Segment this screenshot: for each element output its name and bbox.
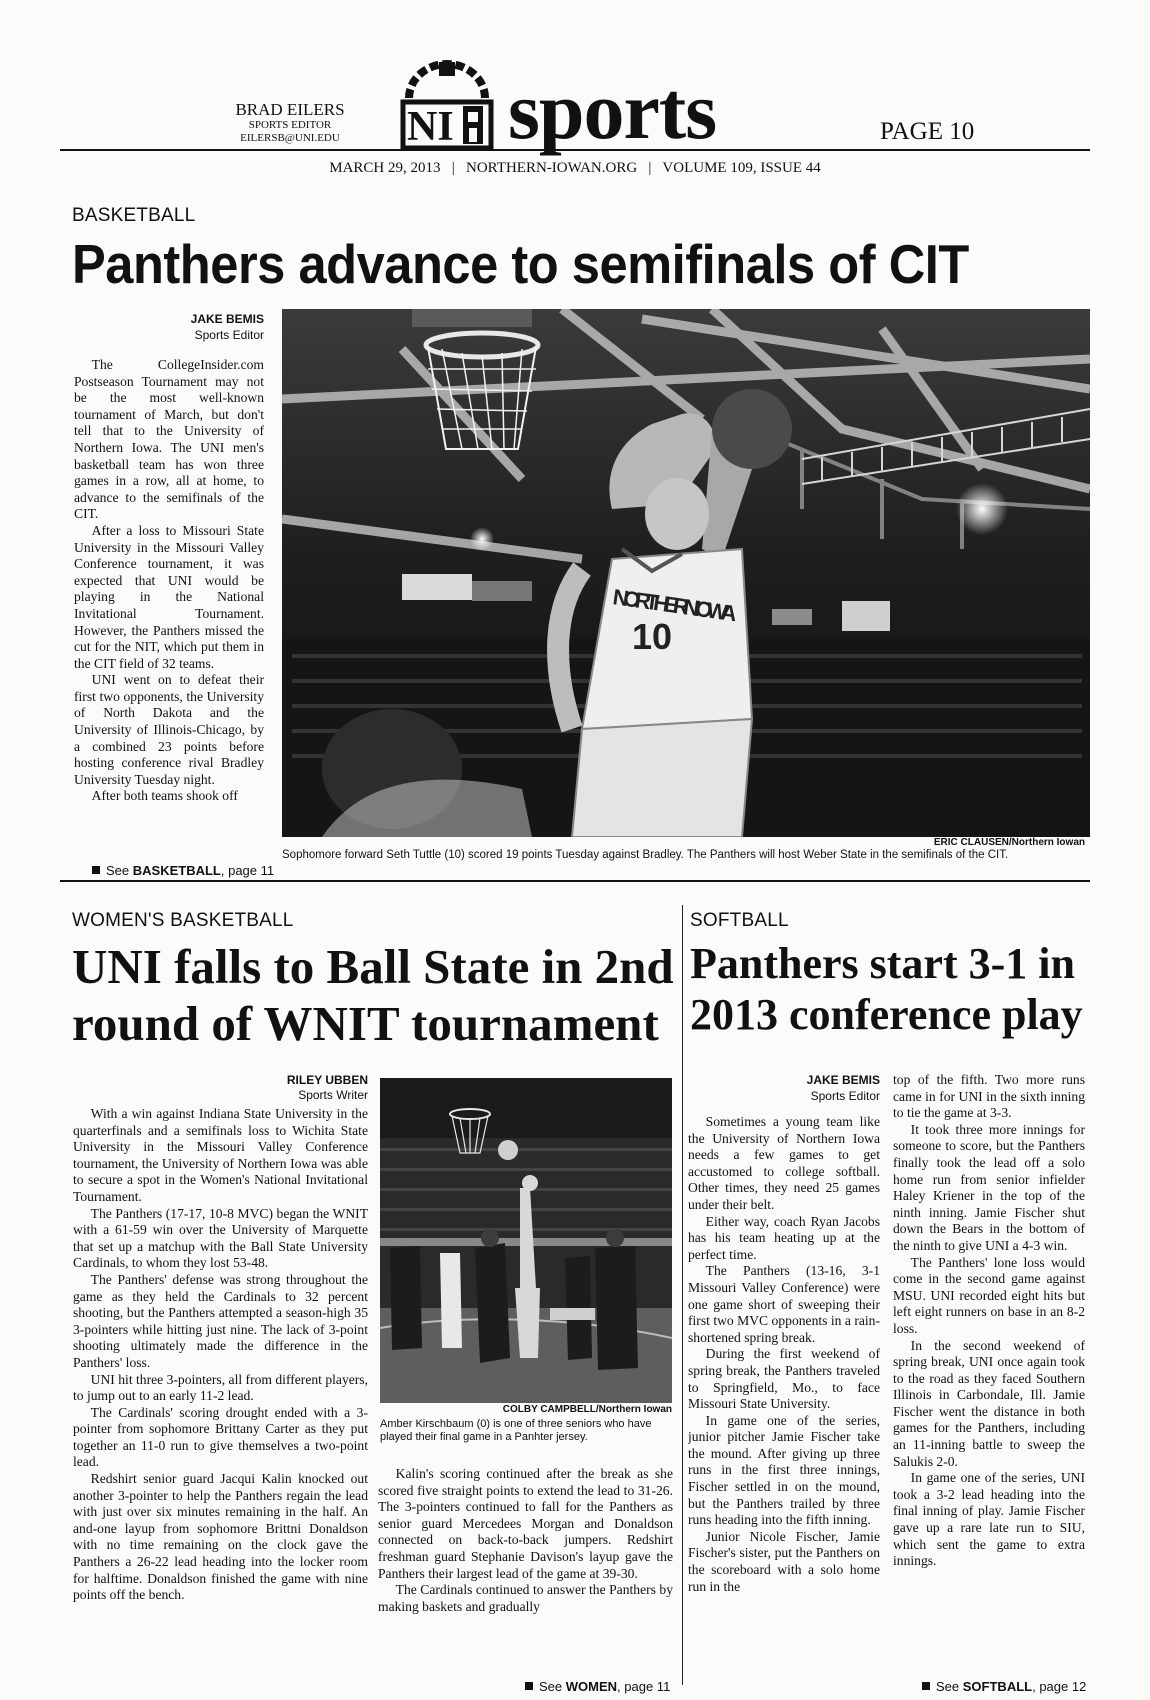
- editor-email: EILERSB@UNI.EDU: [240, 132, 340, 144]
- womens-paragraph: Kalin's scoring continued after the break as she scored five straight points to extend the lead to 31-26. The 3-pointers continued to fall for the Panthers as senior guard Mercedees Morgan and Donaldson connected on back-to-back jumpers. Redshirt freshman guard Stephanie Davison's layup gave the Panthers their largest lead of the game at 39-30.: [378, 1466, 673, 1581]
- lead-photo: [282, 309, 1090, 837]
- womens-paragraph: The Panthers (17-17, 10-8 MVC) began the WNIT with a 61-59 win over the University of Marquette that set up a matchup with the Ball State University Cardinals, to whom they lost 53-48.: [73, 1205, 368, 1271]
- softball-byline-title: Sports Editor: [810, 1089, 880, 1103]
- column-divider: [682, 905, 683, 1685]
- womens-kicker: WOMEN'S BASKETBALL: [72, 910, 294, 931]
- womens-byline-name: RILEY UBBEN: [286, 1073, 368, 1087]
- womens-paragraph: The Cardinals continued to answer the Panthers by making baskets and gradually: [378, 1582, 673, 1614]
- lead-byline-name: JAKE BEMIS: [190, 312, 264, 326]
- jump-prefix: See: [106, 863, 130, 878]
- newspaper-logo: [397, 60, 497, 150]
- jump-label: SOFTBALL: [962, 1679, 1033, 1694]
- square-bullet-icon: [92, 866, 100, 874]
- lead-body: [74, 357, 264, 842]
- lead-paragraph: UNI went on to defeat their first two opponents, the University of North Dakota and the University of Illinois-Chicago, by a combined 23 points before hosting conference rival Bradley University Tuesday night.: [74, 672, 264, 787]
- womens-paragraph: The Cardinals' scoring drought ended with a 3-pointer from sophomore Brittany Carter as they put together an 11-0 run to give themselves a two-point lead.: [73, 1404, 368, 1470]
- lead-headline: Panthers advance to semifinals of CIT: [72, 233, 969, 295]
- softball-paragraph: During the first weekend of spring break, the Panthers traveled to Springfield, Mo., to face Missouri State University.: [688, 1346, 880, 1412]
- womens-byline-title: Sports Writer: [298, 1088, 368, 1102]
- womens-photo-caption: Amber Kirschbaum (0) is one of three seniors who have played their final game in a Panhter jersey.: [380, 1418, 652, 1443]
- lead-paragraph: After a loss to Missouri State University in the Missouri Valley Conference tournament, it was expected that UNI would be playing in the National Invitational Tournament. However, the Panthers missed the cut for the NIT, which put them in the CIT field of 32 teams.: [74, 522, 264, 671]
- section-title: sports: [508, 65, 717, 156]
- softball-paragraph: In game one of the series, UNI took a 3-2 lead heading into the final inning of play. Jamie Fischer gave up a rare late run to SIU, which sent the game to extra innings.: [893, 1470, 1085, 1569]
- softball-column-1: [688, 1114, 880, 1679]
- jump-label: BASKETBALL: [132, 863, 221, 878]
- jump-page: , page 11: [220, 863, 275, 878]
- lead-paragraph: The CollegeInsider.com Postseason Tournament may not be the most well-known tournament of March, but don't tell that to the University of Northern Iowa. The UNI men's basketball team has won three games in a row, all at home, to advance to the semifinals of the CIT.: [74, 357, 264, 522]
- jersey-number: 10: [632, 616, 673, 657]
- softball-paragraph: Either way, coach Ryan Jacobs has his team heating up at the perfect time.: [688, 1213, 880, 1262]
- softball-kicker: SOFTBALL: [690, 910, 789, 931]
- womens-photo: [380, 1078, 672, 1403]
- womens-photo-credit: COLBY CAMPBELL/Northern Iowan: [502, 1404, 672, 1415]
- womens-headline: UNI falls to Ball State in 2nd round of WNIT tournament: [72, 939, 674, 1051]
- lead-kicker: BASKETBALL: [72, 205, 196, 226]
- lead-byline-title: Sports Editor: [194, 328, 264, 342]
- softball-byline-name: JAKE BEMIS: [806, 1073, 880, 1087]
- lead-paragraph: After both teams shook off: [91, 788, 238, 804]
- campanile-icon: [463, 106, 483, 144]
- logo-arch-icon: [409, 62, 485, 98]
- editor-name: BRAD EILERS: [235, 100, 345, 119]
- softball-paragraph: Sometimes a young team like the University of Northern Iowa needs a few games to get accustomed to college softball. Other times, they need 25 games under their belt.: [688, 1114, 880, 1212]
- logo-letters: NI: [407, 104, 454, 150]
- womens-column-2: [378, 1466, 673, 1656]
- square-bullet-icon: [525, 1682, 533, 1690]
- masthead-rule: [60, 149, 1090, 151]
- softball-jump-link[interactable]: [922, 1679, 1086, 1694]
- lead-jump-link[interactable]: [92, 863, 274, 878]
- jersey-lettering: NORTHERN IOWA: [611, 584, 739, 627]
- editor-title: SPORTS EDITOR: [248, 119, 332, 131]
- dateline: MARCH 29, 2013 | NORTHERN-IOWAN.ORG | VOLUME 109, ISSUE 44: [329, 160, 821, 176]
- womens-column-1: [73, 1106, 368, 1666]
- womens-paragraph: With a win against Indiana State University in the quarterfinals and a semifinals loss to Wichita State University in the Missouri Valley Conference tournament, the University of Northern Iowa was able to secure a spot in the Women's National Invitational Tournament.: [73, 1106, 368, 1204]
- softball-headline: Panthers start 3-1 in 2013 conference play: [690, 939, 1083, 1039]
- square-bullet-icon: [922, 1682, 930, 1690]
- softball-paragraph: Junior Nicole Fischer, Jamie Fischer's sister, put the Panthers on the scoreboard with a solo home run in the: [688, 1528, 880, 1594]
- jump-page: , page 11: [617, 1679, 671, 1694]
- womens-paragraph: Redshirt senior guard Jacqui Kalin knocked out another 3-pointer to help the Panthers regain the lead with just over six minutes remaining in the half. An and-one layup from sophomore Brittni Donaldson with no time remaining on the clock gave the Panthers a 26-22 lead heading into the locker room for halftime. Donaldson finished the game with nine points off the bench.: [73, 1471, 368, 1603]
- page-number: PAGE 10: [880, 118, 975, 145]
- jump-label: WOMEN: [565, 1679, 618, 1694]
- womens-jump-link[interactable]: [525, 1679, 670, 1694]
- section-divider: [60, 880, 1090, 882]
- softball-paragraph: In game one of the series, junior pitcher Jamie Fischer take the mound. After giving up three runs in the first three innings, Fischer settled in on the mound, but the Panthers trailed by three runs heading into the fifth inning.: [688, 1412, 880, 1528]
- lead-photo-credit: ERIC CLAUSEN/Northern Iowan: [933, 837, 1085, 848]
- softball-paragraph: The Panthers (13-16, 3-1 Missouri Valley Conference) were one game short of sweeping their first two MVC opponents in a rain-shortened spring break.: [688, 1263, 880, 1345]
- softball-paragraph: top of the fifth. Two more runs came in for UNI in the sixth inning to tie the game at 3-3.: [893, 1072, 1085, 1121]
- jump-prefix: See: [539, 1679, 563, 1694]
- womens-paragraph: UNI hit three 3-pointers, all from different players, to jump out to an early 11-2 lead.: [73, 1371, 368, 1404]
- softball-paragraph: It took three more innings for someone to score, but the Panthers finally took the lead off a solo home run from senior infielder Haley Kriener in the top of the ninth inning. Jamie Fischer shut down the Bears in the bottom of the ninth to give UNI a 4-3 win.: [893, 1121, 1085, 1253]
- jump-page: , page 12: [1032, 1679, 1087, 1694]
- softball-paragraph: In the second weekend of spring break, UNI once again took to the road as they faced Southern Illinois in Carbondale, Ill. Jamie Fischer went the distance in both games for the Panthers, including an 11-inning battle to sweep the Salukis 2-0.: [893, 1337, 1085, 1469]
- softball-paragraph: The Panthers' lone loss would come in the second game against MSU. UNI recorded eight hits but left eight runners on base in an 8-2 loss.: [893, 1254, 1085, 1336]
- lead-photo-caption: Sophomore forward Seth Tuttle (10) scored 19 points Tuesday against Bradley. The Panthers will host Weber State in the semifinals of the CIT.: [282, 849, 1009, 861]
- softball-column-2: [893, 1072, 1085, 1667]
- jump-prefix: See: [936, 1679, 960, 1694]
- womens-paragraph: The Panthers' defense was strong throughout the game as they held the Cardinals to 32 percent shooting, but the Panthers attempted a season-high 35 3-pointers while hitting just nine. The lack of 3-point shooting ultimately made the difference in the Panthers' loss.: [73, 1271, 368, 1370]
